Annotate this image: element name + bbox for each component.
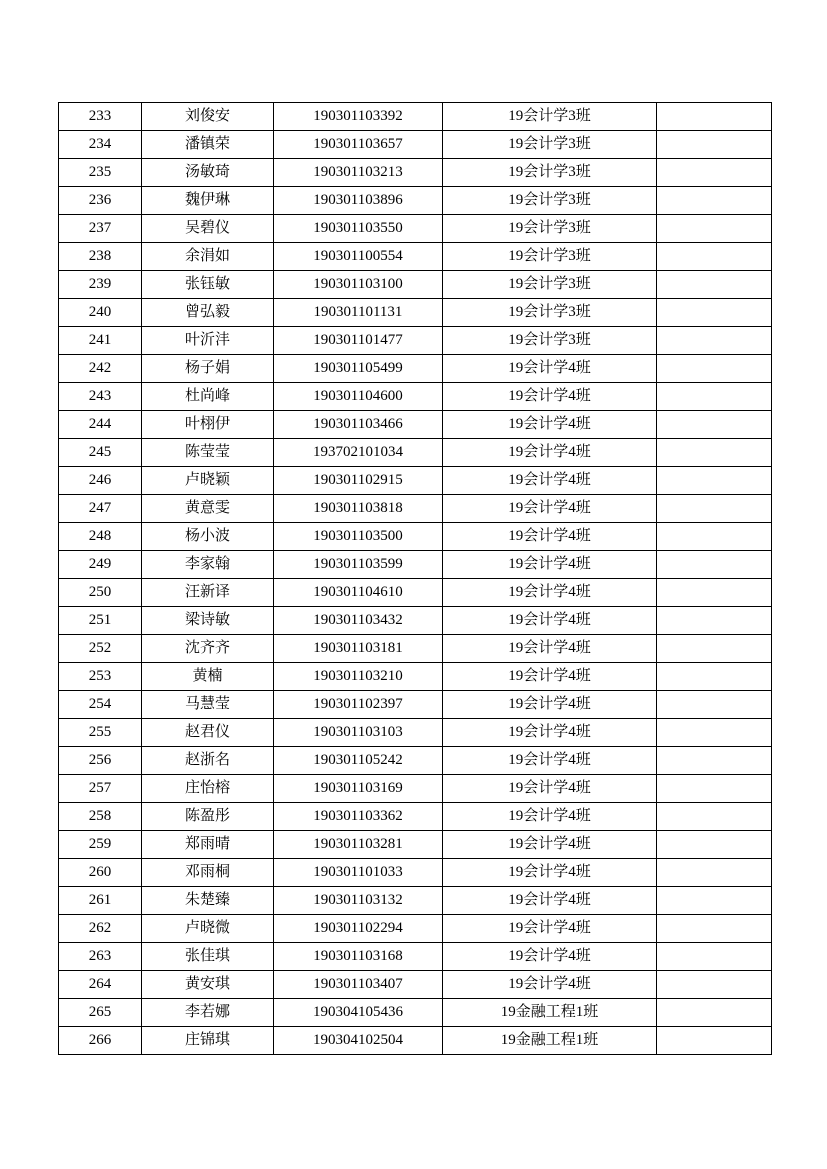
table-row [59, 495, 772, 523]
class-name-cell: 19会计学4班 [443, 943, 657, 971]
student-id-cell: 190301103100 [274, 271, 443, 299]
student-name-cell: 沈齐齐 [142, 635, 274, 663]
row-number-cell: 244 [59, 411, 142, 439]
table-row [59, 383, 772, 411]
student-id-cell: 190301105242 [274, 747, 443, 775]
row-number-cell: 265 [59, 999, 142, 1027]
student-id-cell: 190301101033 [274, 859, 443, 887]
note-cell [657, 159, 772, 187]
student-id-cell: 190301103657 [274, 131, 443, 159]
class-name-cell: 19会计学3班 [443, 159, 657, 187]
row-number-cell: 233 [59, 103, 142, 131]
note-cell [657, 635, 772, 663]
row-number-cell: 261 [59, 887, 142, 915]
student-name-cell: 黄楠 [142, 663, 274, 691]
student-id-cell: 190304105436 [274, 999, 443, 1027]
row-number-cell: 255 [59, 719, 142, 747]
student-id-cell: 190301103210 [274, 663, 443, 691]
student-name-cell: 庄锦琪 [142, 1027, 274, 1055]
student-id-cell: 190301103896 [274, 187, 443, 215]
student-name-cell: 李若娜 [142, 999, 274, 1027]
student-name-cell: 卢晓微 [142, 915, 274, 943]
student-name-cell: 卢晓颖 [142, 467, 274, 495]
note-cell [657, 915, 772, 943]
table-row [59, 859, 772, 887]
student-id-cell: 193702101034 [274, 439, 443, 467]
student-name-cell: 杨小波 [142, 523, 274, 551]
table-row [59, 635, 772, 663]
row-number-cell: 240 [59, 299, 142, 327]
class-name-cell: 19会计学4班 [443, 467, 657, 495]
table-row [59, 467, 772, 495]
class-name-cell: 19会计学4班 [443, 411, 657, 439]
student-id-cell: 190301103362 [274, 803, 443, 831]
table-row [59, 775, 772, 803]
table-row [59, 887, 772, 915]
table-row [59, 411, 772, 439]
student-name-cell: 郑雨晴 [142, 831, 274, 859]
note-cell [657, 803, 772, 831]
class-name-cell: 19金融工程1班 [443, 999, 657, 1027]
class-name-cell: 19会计学3班 [443, 299, 657, 327]
class-name-cell: 19会计学4班 [443, 803, 657, 831]
note-cell [657, 831, 772, 859]
note-cell [657, 719, 772, 747]
note-cell [657, 607, 772, 635]
student-id-cell: 190301104610 [274, 579, 443, 607]
row-number-cell: 245 [59, 439, 142, 467]
row-number-cell: 241 [59, 327, 142, 355]
note-cell [657, 1027, 772, 1055]
row-number-cell: 246 [59, 467, 142, 495]
row-number-cell: 264 [59, 971, 142, 999]
student-id-cell: 190301102915 [274, 467, 443, 495]
note-cell [657, 103, 772, 131]
row-number-cell: 260 [59, 859, 142, 887]
class-name-cell: 19会计学4班 [443, 719, 657, 747]
note-cell [657, 271, 772, 299]
table-row [59, 327, 772, 355]
student-id-cell: 190301101131 [274, 299, 443, 327]
student-name-cell: 梁诗敏 [142, 607, 274, 635]
row-number-cell: 243 [59, 383, 142, 411]
row-number-cell: 234 [59, 131, 142, 159]
student-name-cell: 魏伊琳 [142, 187, 274, 215]
student-name-cell: 汤敏琦 [142, 159, 274, 187]
table-row [59, 943, 772, 971]
table-row [59, 663, 772, 691]
student-id-cell: 190301103500 [274, 523, 443, 551]
class-name-cell: 19会计学4班 [443, 747, 657, 775]
table-row [59, 159, 772, 187]
student-id-cell: 190301103599 [274, 551, 443, 579]
student-id-cell: 190304102504 [274, 1027, 443, 1055]
class-name-cell: 19会计学4班 [443, 831, 657, 859]
table-row [59, 215, 772, 243]
student-name-cell: 朱楚臻 [142, 887, 274, 915]
note-cell [657, 411, 772, 439]
note-cell [657, 355, 772, 383]
student-id-cell: 190301103281 [274, 831, 443, 859]
row-number-cell: 257 [59, 775, 142, 803]
row-number-cell: 259 [59, 831, 142, 859]
note-cell [657, 663, 772, 691]
student-id-cell: 190301102294 [274, 915, 443, 943]
student-id-cell: 190301103818 [274, 495, 443, 523]
class-name-cell: 19会计学4班 [443, 971, 657, 999]
student-id-cell: 190301100554 [274, 243, 443, 271]
note-cell [657, 215, 772, 243]
class-name-cell: 19会计学3班 [443, 271, 657, 299]
table-row [59, 831, 772, 859]
note-cell [657, 999, 772, 1027]
class-name-cell: 19会计学4班 [443, 383, 657, 411]
student-id-cell: 190301102397 [274, 691, 443, 719]
class-name-cell: 19会计学3班 [443, 131, 657, 159]
document-page [58, 102, 771, 1055]
table-row [59, 607, 772, 635]
note-cell [657, 495, 772, 523]
student-name-cell: 杨子娟 [142, 355, 274, 383]
student-id-cell: 190301104600 [274, 383, 443, 411]
student-id-cell: 190301103181 [274, 635, 443, 663]
student-name-cell: 潘镇荣 [142, 131, 274, 159]
class-name-cell: 19会计学4班 [443, 551, 657, 579]
note-cell [657, 551, 772, 579]
class-name-cell: 19会计学3班 [443, 215, 657, 243]
class-name-cell: 19会计学4班 [443, 887, 657, 915]
note-cell [657, 523, 772, 551]
table-row [59, 103, 772, 131]
row-number-cell: 263 [59, 943, 142, 971]
class-name-cell: 19会计学4班 [443, 915, 657, 943]
note-cell [657, 943, 772, 971]
row-number-cell: 235 [59, 159, 142, 187]
note-cell [657, 887, 772, 915]
note-cell [657, 579, 772, 607]
class-name-cell: 19会计学4班 [443, 607, 657, 635]
table-row [59, 355, 772, 383]
class-name-cell: 19会计学4班 [443, 635, 657, 663]
student-name-cell: 庄怡榕 [142, 775, 274, 803]
note-cell [657, 859, 772, 887]
note-cell [657, 131, 772, 159]
table-row [59, 915, 772, 943]
row-number-cell: 239 [59, 271, 142, 299]
table-row [59, 551, 772, 579]
class-name-cell: 19会计学4班 [443, 495, 657, 523]
student-name-cell: 马慧莹 [142, 691, 274, 719]
class-name-cell: 19会计学4班 [443, 523, 657, 551]
student-name-cell: 赵君仪 [142, 719, 274, 747]
class-name-cell: 19会计学3班 [443, 103, 657, 131]
student-name-cell: 曾弘毅 [142, 299, 274, 327]
student-name-cell: 叶沂沣 [142, 327, 274, 355]
row-number-cell: 247 [59, 495, 142, 523]
student-roster-table [58, 102, 772, 1055]
note-cell [657, 327, 772, 355]
table-row [59, 439, 772, 467]
student-id-cell: 190301101477 [274, 327, 443, 355]
row-number-cell: 237 [59, 215, 142, 243]
student-name-cell: 杜尚峰 [142, 383, 274, 411]
roster-body [59, 103, 772, 1055]
class-name-cell: 19会计学3班 [443, 187, 657, 215]
student-id-cell: 190301103407 [274, 971, 443, 999]
row-number-cell: 251 [59, 607, 142, 635]
student-name-cell: 吴碧仪 [142, 215, 274, 243]
note-cell [657, 299, 772, 327]
row-number-cell: 236 [59, 187, 142, 215]
student-id-cell: 190301103169 [274, 775, 443, 803]
class-name-cell: 19会计学3班 [443, 243, 657, 271]
class-name-cell: 19会计学4班 [443, 775, 657, 803]
row-number-cell: 258 [59, 803, 142, 831]
class-name-cell: 19会计学4班 [443, 691, 657, 719]
student-name-cell: 张钰敏 [142, 271, 274, 299]
table-row [59, 1027, 772, 1055]
note-cell [657, 243, 772, 271]
row-number-cell: 238 [59, 243, 142, 271]
table-row [59, 187, 772, 215]
student-id-cell: 190301103168 [274, 943, 443, 971]
student-name-cell: 汪新译 [142, 579, 274, 607]
student-id-cell: 190301103132 [274, 887, 443, 915]
student-id-cell: 190301103103 [274, 719, 443, 747]
table-row [59, 131, 772, 159]
row-number-cell: 253 [59, 663, 142, 691]
row-number-cell: 262 [59, 915, 142, 943]
student-name-cell: 黄安琪 [142, 971, 274, 999]
student-name-cell: 李家翰 [142, 551, 274, 579]
student-name-cell: 邓雨桐 [142, 859, 274, 887]
table-row [59, 999, 772, 1027]
class-name-cell: 19会计学4班 [443, 663, 657, 691]
student-name-cell: 余涓如 [142, 243, 274, 271]
class-name-cell: 19会计学4班 [443, 439, 657, 467]
student-name-cell: 张佳琪 [142, 943, 274, 971]
note-cell [657, 971, 772, 999]
note-cell [657, 775, 772, 803]
student-id-cell: 190301103550 [274, 215, 443, 243]
row-number-cell: 250 [59, 579, 142, 607]
note-cell [657, 187, 772, 215]
class-name-cell: 19会计学4班 [443, 355, 657, 383]
row-number-cell: 254 [59, 691, 142, 719]
row-number-cell: 242 [59, 355, 142, 383]
row-number-cell: 256 [59, 747, 142, 775]
note-cell [657, 439, 772, 467]
table-row [59, 971, 772, 999]
row-number-cell: 248 [59, 523, 142, 551]
class-name-cell: 19金融工程1班 [443, 1027, 657, 1055]
student-name-cell: 叶栩伊 [142, 411, 274, 439]
note-cell [657, 467, 772, 495]
student-name-cell: 黄意雯 [142, 495, 274, 523]
student-id-cell: 190301103213 [274, 159, 443, 187]
row-number-cell: 252 [59, 635, 142, 663]
student-id-cell: 190301103466 [274, 411, 443, 439]
row-number-cell: 249 [59, 551, 142, 579]
student-id-cell: 190301103392 [274, 103, 443, 131]
table-row [59, 719, 772, 747]
class-name-cell: 19会计学4班 [443, 859, 657, 887]
student-id-cell: 190301103432 [274, 607, 443, 635]
student-name-cell: 陈莹莹 [142, 439, 274, 467]
table-row [59, 691, 772, 719]
student-name-cell: 陈盈彤 [142, 803, 274, 831]
class-name-cell: 19会计学4班 [443, 579, 657, 607]
table-row [59, 299, 772, 327]
student-name-cell: 刘俊安 [142, 103, 274, 131]
student-id-cell: 190301105499 [274, 355, 443, 383]
student-name-cell: 赵浙名 [142, 747, 274, 775]
table-row [59, 747, 772, 775]
note-cell [657, 383, 772, 411]
note-cell [657, 691, 772, 719]
table-row [59, 523, 772, 551]
row-number-cell: 266 [59, 1027, 142, 1055]
table-row [59, 271, 772, 299]
table-row [59, 243, 772, 271]
table-row [59, 803, 772, 831]
note-cell [657, 747, 772, 775]
table-row [59, 579, 772, 607]
class-name-cell: 19会计学3班 [443, 327, 657, 355]
